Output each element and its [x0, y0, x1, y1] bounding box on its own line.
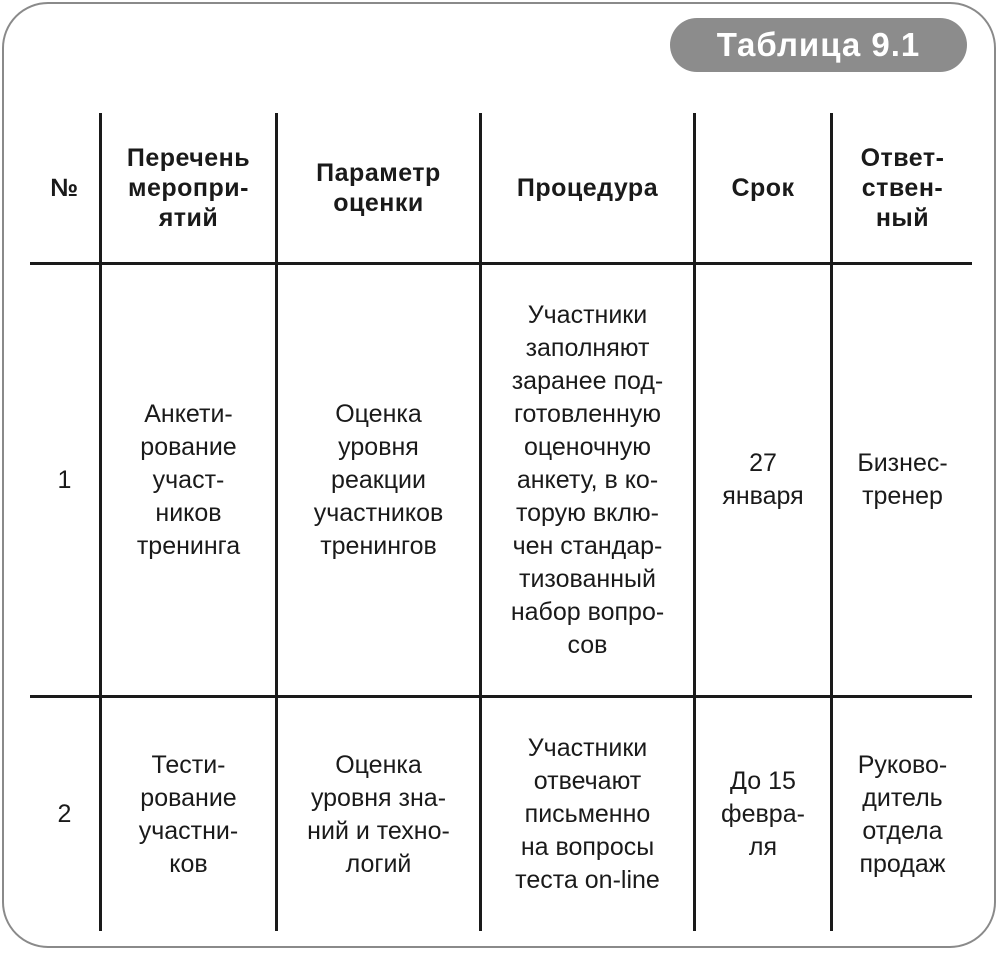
- event-cell: Тести- рование участни- ков: [138, 750, 239, 878]
- deadline-cell: До 15 февра- ля: [721, 767, 805, 861]
- deadline-cell: 27 января: [722, 449, 804, 510]
- header-cell-deadline: Срок: [731, 173, 795, 202]
- header-cell-parameter: Параметр оценки: [316, 158, 441, 217]
- parameter-cell: Оценка уровня зна- ний и техно- логий: [307, 750, 450, 878]
- header-cell-responsible: Ответ- ствен- ный: [860, 143, 945, 232]
- table-number-badge: [670, 18, 967, 72]
- row-number-cell: 1: [57, 465, 72, 494]
- header-cell-procedure: Процедура: [516, 173, 659, 202]
- responsible-cell: Бизнес- тренер: [857, 449, 948, 510]
- row-number-cell: 2: [57, 800, 72, 828]
- event-cell: Анкети- рование участ- ников тренинга: [136, 399, 241, 560]
- table-number-label: Таблица 9.1: [716, 26, 921, 63]
- parameter-cell: Оценка уровня реакции участников тренингов: [313, 399, 444, 560]
- procedure-cell: Участники отвечают письменно на вопросы теста on-line: [515, 734, 660, 894]
- procedure-cell: Участники заполняют заранее под- готовленную оценочную анкету, в ко- торую вклю- чен стандар- тизованный набор вопро- сов: [510, 300, 665, 659]
- responsible-cell: Руково- дитель отдела продаж: [857, 750, 948, 878]
- header-cell-number: №: [50, 173, 79, 202]
- header-cell-events: Перечень меропри- ятий: [126, 143, 251, 232]
